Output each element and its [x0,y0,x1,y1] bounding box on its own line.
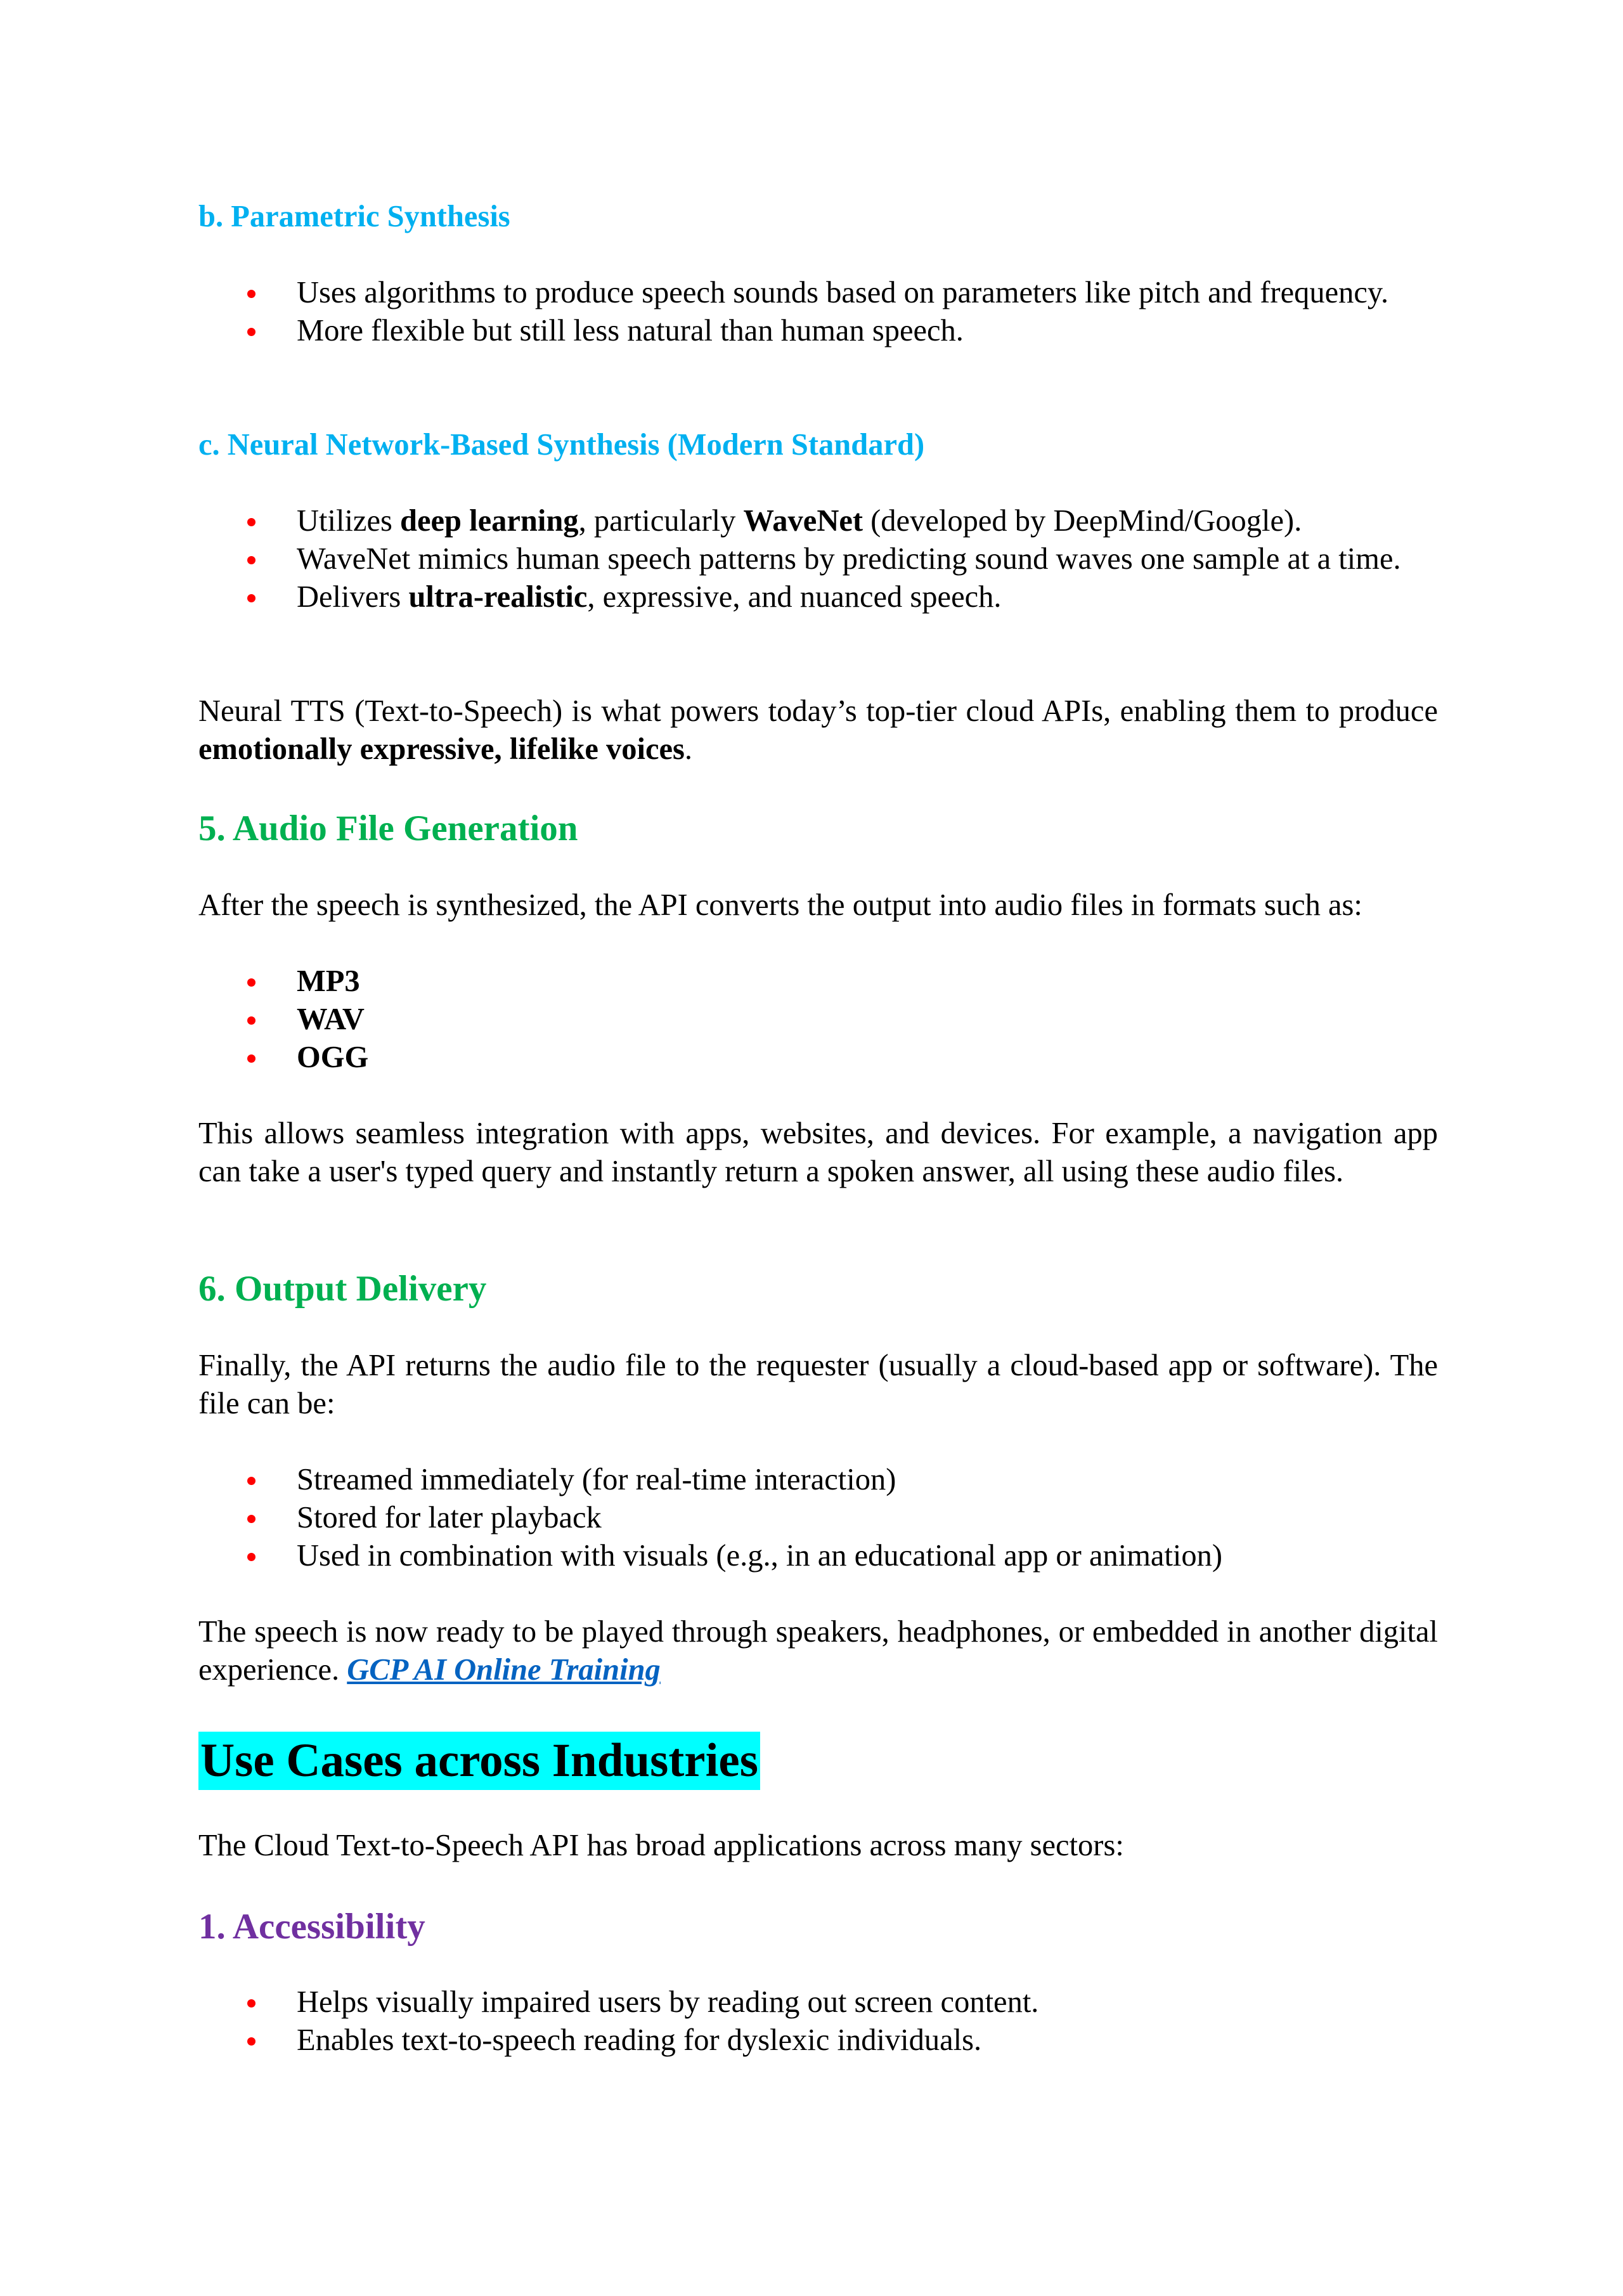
bullet-icon [247,594,255,602]
bullet-icon [247,1477,255,1485]
bullet-icon [247,978,255,987]
list-item: Enables text-to-speech reading for dyslexic individuals. [198,2021,1438,2059]
neural-heading-block [198,426,1438,464]
parametric-heading-block [198,198,1438,236]
audio-paragraph-block [198,1115,1438,1191]
accessibility-bullet-list [198,1983,1438,2059]
list-item: WaveNet mimics human speech patterns by predicting sound waves one sample at a time. [198,540,1438,578]
output-intro: Finally, the API returns the audio file to the requester (usually a cloud-based app or software). The file can be: [198,1349,1438,1420]
output-heading: 6. Output Delivery [198,1269,487,1309]
neural-list-block [198,502,1438,616]
output-bullet-list [198,1461,1438,1575]
neural-paragraph-block [198,692,1438,769]
list-item: MP3 [198,963,1438,1001]
output-paragraph-block [198,1613,1438,1689]
bullet-icon [247,2037,255,2046]
parametric-heading: b. Parametric Synthesis [198,200,510,233]
training-link[interactable]: GCP AI Online Training [347,1653,661,1687]
bullet-icon [247,1016,255,1025]
audio-intro-block [198,886,1438,924]
audio-formats-block [198,963,1438,1077]
list-item: Utilizes deep learning, particularly WaveNet (developed by DeepMind/Google). [198,502,1438,540]
bullet-icon [247,290,255,298]
bullet-icon [247,1553,255,1561]
output-list-block [198,1461,1438,1575]
list-item: Helps visually impaired users by reading out screen content. [198,1983,1438,2021]
accessibility-heading-block [198,1905,1438,1949]
output-paragraph: The speech is now ready to be played through speakers, headphones, or embedded in another digital experience. GCP AI Online Training [198,1615,1438,1687]
neural-paragraph: Neural TTS (Text-to-Speech) is what powers today’s top-tier cloud APIs, enabling them to produce emotionally expressive, lifelike voices. [198,694,1438,766]
accessibility-list-block [198,1983,1438,2059]
usecases-intro: The Cloud Text-to-Speech API has broad applications across many sectors: [198,1829,1124,1862]
bullet-icon [247,328,255,336]
bullet-icon [247,1054,255,1063]
bullet-icon [247,518,255,526]
usecases-heading: Use Cases across Industries [198,1732,760,1790]
neural-heading: c. Neural Network-Based Synthesis (Modern Standard) [198,428,925,462]
list-item: Uses algorithms to produce speech sounds based on parameters like pitch and frequency. [198,274,1438,312]
output-heading-block [198,1267,1438,1311]
output-intro-block [198,1347,1438,1423]
neural-bullet-list [198,502,1438,616]
parametric-list-block [198,274,1438,350]
list-item: Delivers ultra-realistic, expressive, and nuanced speech. [198,578,1438,616]
accessibility-heading: 1. Accessibility [198,1907,425,1947]
bullet-icon [247,556,255,564]
audio-format-list [198,963,1438,1077]
audio-heading-block [198,807,1438,851]
list-item: Streamed immediately (for real-time interaction) [198,1461,1438,1499]
audio-heading: 5. Audio File Generation [198,808,578,848]
list-item: Stored for later playback [198,1499,1438,1537]
usecases-intro-block [198,1827,1438,1865]
bullet-icon [247,1515,255,1523]
list-item: OGG [198,1039,1438,1077]
list-item: WAV [198,1001,1438,1039]
list-item: Used in combination with visuals (e.g., in an educational app or animation) [198,1537,1438,1575]
list-item: More flexible but still less natural than human speech. [198,312,1438,350]
bullet-icon [247,1999,255,2007]
audio-intro: After the speech is synthesized, the API converts the output into audio files in formats such as: [198,888,1362,922]
parametric-bullet-list [198,274,1438,350]
audio-paragraph: This allows seamless integration with apps, websites, and devices. For example, a navigation app can take a user's typed query and instantly return a spoken answer, all using these audio files. [198,1117,1438,1188]
